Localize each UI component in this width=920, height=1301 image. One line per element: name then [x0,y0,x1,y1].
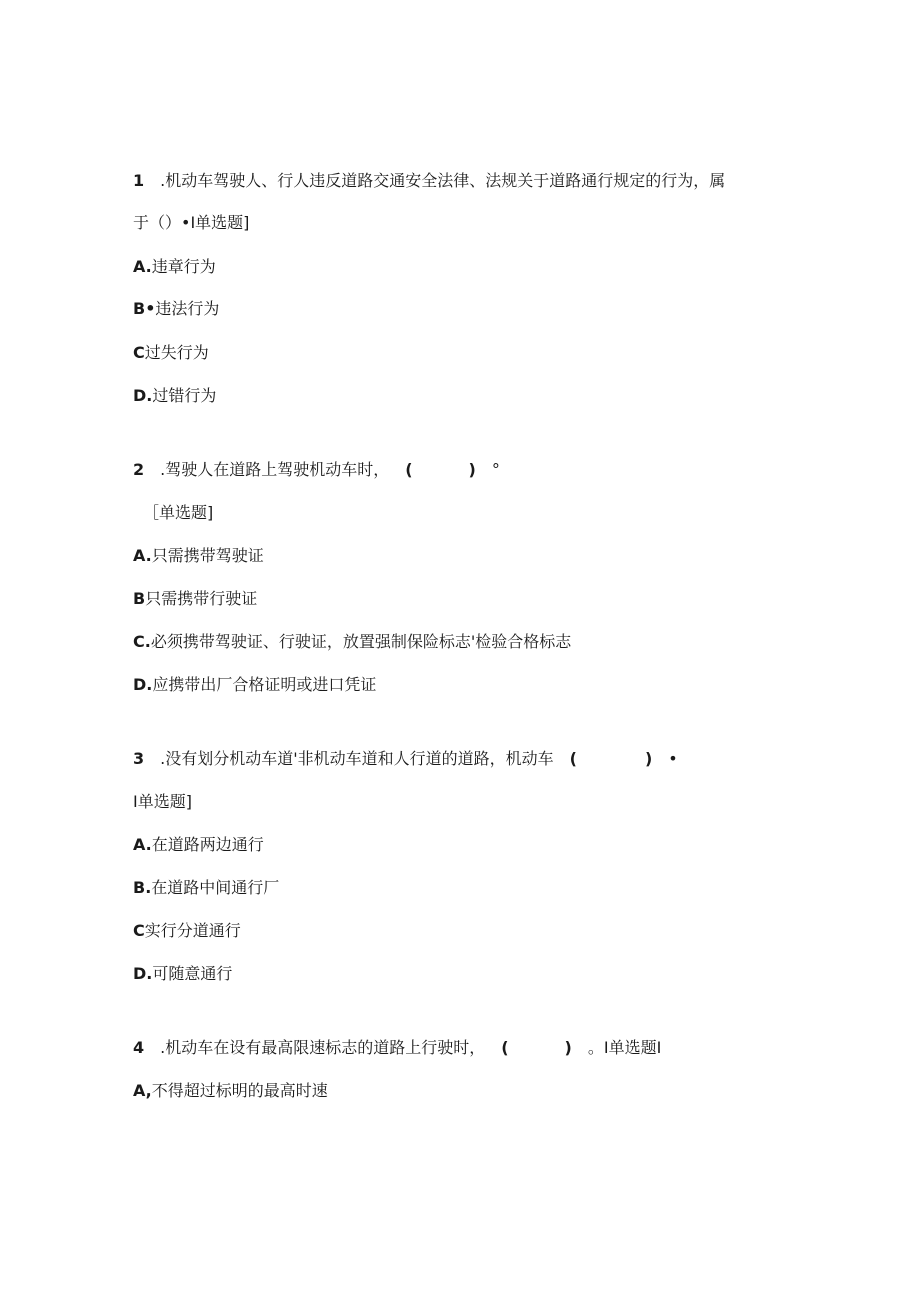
question-2-line-1 [133,460,500,480]
question-type: ［单选题] [143,503,214,522]
question-suffix: • [668,749,678,768]
option-text: 只需携带行驶证 [145,589,258,608]
option-letter: B [133,589,146,608]
option-letter: D. [133,964,153,983]
question-type: I单选题] [133,792,192,811]
question-1-option-c [133,343,209,363]
question-2-option-d [133,675,376,695]
question-text: 于（）•I单选题] [133,213,250,232]
question-3-option-d [133,964,232,984]
option-text: 不得超过标明的最高时速 [151,1081,328,1100]
option-text: 过错行为 [152,386,217,405]
question-number: 4 [133,1038,145,1057]
option-letter: A. [133,835,152,854]
option-text: 可随意通行 [152,964,233,983]
question-1-line-2 [133,213,249,233]
question-3-option-b [133,878,279,898]
question-text: .机动车在设有最高限速标志的道路上行驶时， [160,1038,486,1057]
option-letter: B. [133,878,152,897]
question-1-option-d [133,386,216,406]
option-letter: D. [133,675,153,694]
question-3-line-1 [133,749,678,769]
question-2-option-b [133,589,257,609]
question-text: .驾驶人在道路上驾驶机动车时， [160,460,390,479]
option-letter: C. [133,632,151,651]
option-letter: A. [133,546,152,565]
option-text: 在道路中间通行厂 [151,878,280,897]
paren-open: ( [405,460,413,479]
option-text: 必须携带驾驶证、行驶证，放置强制保险标志'检验合格标志 [150,632,572,651]
question-2-option-a [133,546,264,566]
option-letter: C [133,343,145,362]
paren-close: ) [644,749,653,768]
question-number: 1 [133,171,145,190]
option-text: 只需携带驾驶证 [151,546,264,565]
option-letter: B• [133,299,156,318]
option-letter: A, [133,1081,152,1100]
question-1-option-b [133,299,219,319]
question-suffix: ° [491,460,500,479]
question-number: 3 [133,749,145,768]
question-4-option-a [133,1081,328,1101]
option-letter: A. [133,257,152,276]
paren-open: ( [501,1038,509,1057]
option-letter: D. [133,386,153,405]
option-text: 应携带出厂合格证明或进口凭证 [152,675,377,694]
option-text: 过失行为 [144,343,209,362]
option-text: 在道路两边通行 [151,835,264,854]
question-text: .机动车驾驶人、行人违反道路交通安全法律、法规关于道路通行规定的行为，属 [160,171,726,190]
question-text: .没有划分机动车道'非机动车道和人行道的道路，机动车 [160,749,554,768]
question-3-option-a [133,835,264,855]
question-suffix: 。I单选题I [587,1038,662,1057]
paren-close: ) [564,1038,572,1057]
question-number: 2 [133,460,145,479]
paren-open: ( [569,749,577,768]
question-3-option-c [133,921,241,941]
option-text: 违章行为 [151,257,216,276]
option-text: 实行分道通行 [144,921,241,940]
option-letter: C [133,921,145,940]
question-3-line-2 [133,792,192,812]
paren-close: ) [468,460,476,479]
question-1-option-a [133,257,216,277]
option-text: 违法行为 [155,299,220,318]
question-4-line-1 [133,1038,661,1058]
question-1-line-1 [133,171,725,191]
question-2-option-c [133,632,571,652]
question-2-line-2 [143,503,213,523]
